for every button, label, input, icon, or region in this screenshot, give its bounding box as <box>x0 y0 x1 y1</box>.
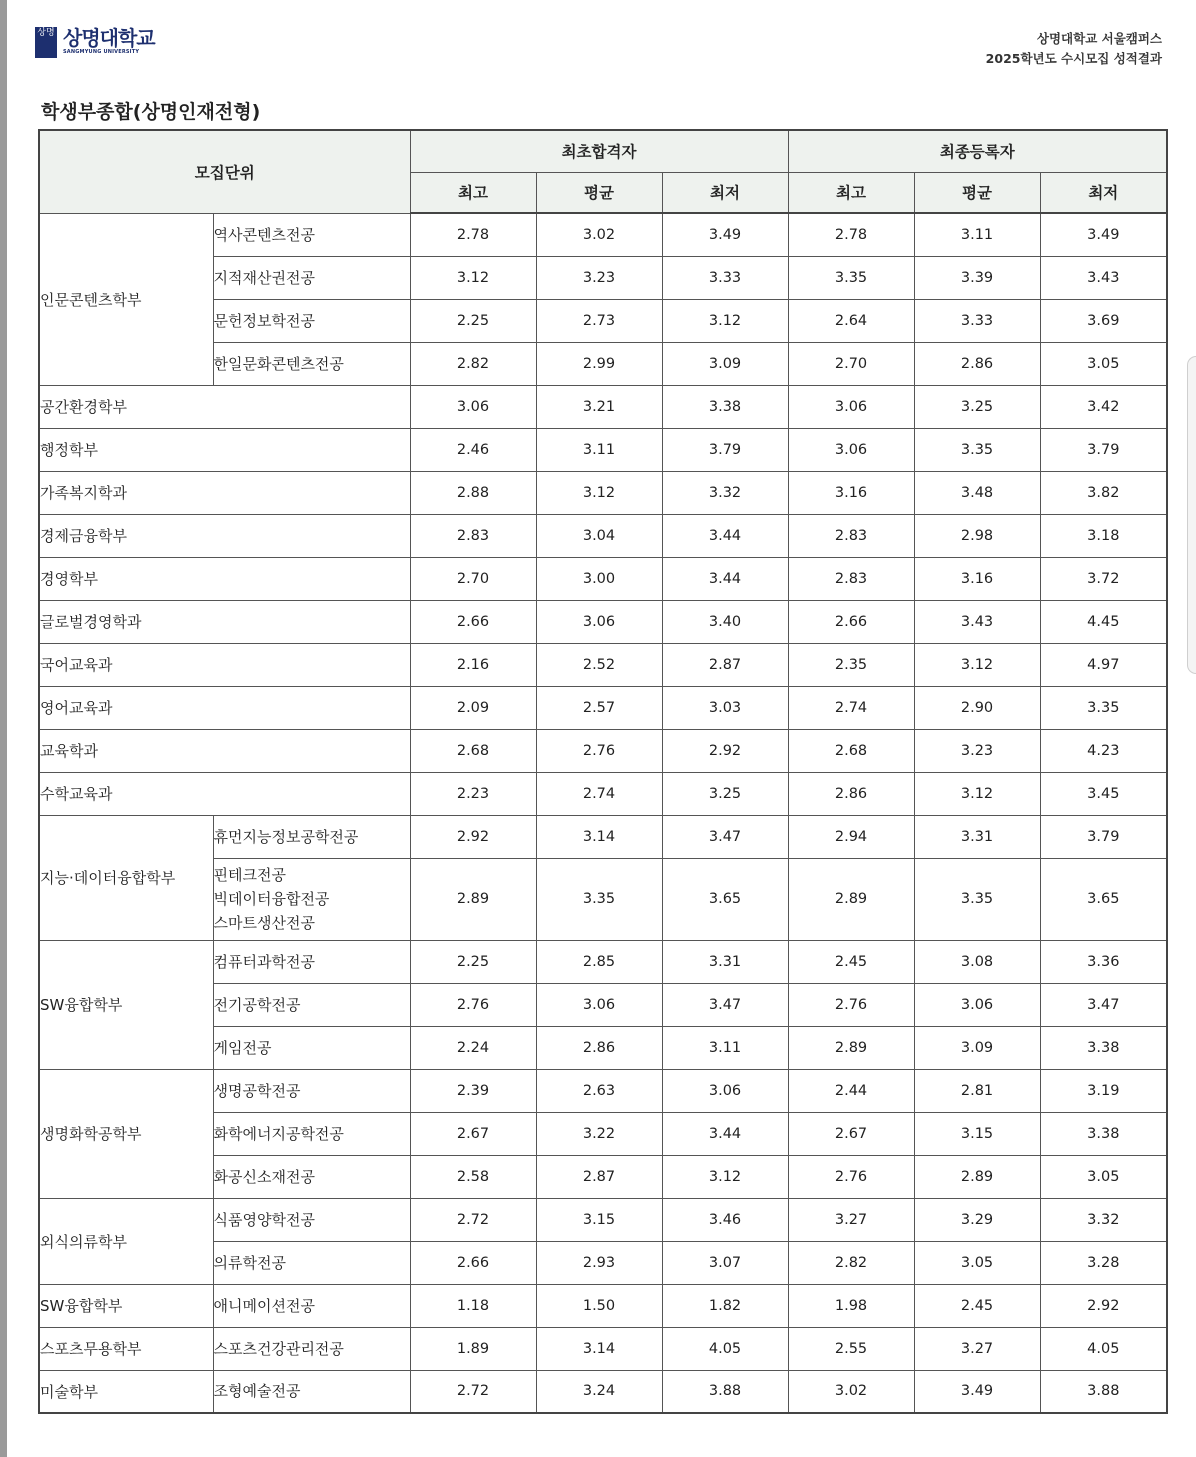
score-cell: 2.86 <box>536 1026 662 1069</box>
major-cell: 지적재산권전공 <box>213 256 410 299</box>
table-row <box>39 514 1167 557</box>
score-cell: 2.25 <box>410 940 536 983</box>
score-cell: 2.68 <box>410 729 536 772</box>
unit-cell: 국어교육과 <box>39 643 410 686</box>
table-row <box>39 385 1167 428</box>
score-cell: 3.65 <box>1040 858 1167 940</box>
score-cell: 2.92 <box>1040 1284 1167 1327</box>
unit-cell: 교육학과 <box>39 729 410 772</box>
score-cell: 3.05 <box>1040 342 1167 385</box>
score-cell: 3.03 <box>662 686 788 729</box>
score-cell: 2.86 <box>914 342 1040 385</box>
score-cell: 1.50 <box>536 1284 662 1327</box>
major-cell: 조형예술전공 <box>213 1370 410 1413</box>
table-body <box>39 213 1167 1413</box>
unit-cell: 행정학부 <box>39 428 410 471</box>
score-cell: 3.79 <box>1040 815 1167 858</box>
score-cell: 2.83 <box>788 557 914 600</box>
score-cell: 3.06 <box>536 600 662 643</box>
major-cell: 문헌정보학전공 <box>213 299 410 342</box>
score-cell: 2.73 <box>536 299 662 342</box>
score-cell: 3.15 <box>536 1198 662 1241</box>
subheader-final-avg: 평균 <box>914 172 1040 213</box>
table-row <box>39 600 1167 643</box>
score-cell: 2.93 <box>536 1241 662 1284</box>
score-cell: 2.87 <box>662 643 788 686</box>
score-cell: 3.12 <box>914 643 1040 686</box>
score-cell: 3.43 <box>1040 256 1167 299</box>
score-cell: 2.87 <box>536 1155 662 1198</box>
table-row <box>39 729 1167 772</box>
score-cell: 3.31 <box>914 815 1040 858</box>
score-cell: 4.45 <box>1040 600 1167 643</box>
score-cell: 3.35 <box>536 858 662 940</box>
score-cell: 2.76 <box>788 1155 914 1198</box>
score-cell: 2.57 <box>536 686 662 729</box>
score-cell: 3.12 <box>410 256 536 299</box>
major-line: 핀테크전공 <box>213 866 286 884</box>
score-cell: 2.83 <box>788 514 914 557</box>
score-cell: 2.67 <box>788 1112 914 1155</box>
unit-cell: 가족복지학과 <box>39 471 410 514</box>
score-cell: 2.78 <box>410 213 536 256</box>
viewer-left-edge <box>0 0 7 1457</box>
score-cell: 2.35 <box>788 643 914 686</box>
subheader-final-max: 최고 <box>788 172 914 213</box>
unit-cell: 인문콘텐츠학부 <box>39 213 213 385</box>
table-row <box>39 940 1167 983</box>
score-cell: 3.06 <box>914 983 1040 1026</box>
table-row <box>39 1198 1167 1241</box>
score-cell: 2.82 <box>410 342 536 385</box>
score-cell: 2.88 <box>410 471 536 514</box>
score-cell: 3.04 <box>536 514 662 557</box>
major-cell: 전기공학전공 <box>213 983 410 1026</box>
score-cell: 2.55 <box>788 1327 914 1370</box>
score-cell: 3.18 <box>1040 514 1167 557</box>
score-cell: 3.49 <box>914 1370 1040 1413</box>
score-cell: 2.67 <box>410 1112 536 1155</box>
score-cell: 3.12 <box>914 772 1040 815</box>
score-cell: 4.97 <box>1040 643 1167 686</box>
score-cell: 3.09 <box>914 1026 1040 1069</box>
table-row <box>39 815 1167 858</box>
score-cell: 3.46 <box>662 1198 788 1241</box>
score-cell: 3.44 <box>662 1112 788 1155</box>
score-cell: 2.76 <box>536 729 662 772</box>
score-cell: 3.16 <box>914 557 1040 600</box>
score-cell: 3.33 <box>914 299 1040 342</box>
score-cell: 3.33 <box>662 256 788 299</box>
table-row <box>39 772 1167 815</box>
score-cell: 2.85 <box>536 940 662 983</box>
score-cell: 4.05 <box>1040 1327 1167 1370</box>
score-cell: 2.74 <box>788 686 914 729</box>
major-cell <box>213 858 410 940</box>
score-cell: 3.05 <box>914 1241 1040 1284</box>
score-cell: 3.35 <box>914 858 1040 940</box>
unit-header: 모집단위 <box>39 130 410 213</box>
score-cell: 2.76 <box>410 983 536 1026</box>
score-cell: 3.32 <box>1040 1198 1167 1241</box>
subheader-first-min: 최저 <box>662 172 788 213</box>
major-cell: 한일문화콘텐츠전공 <box>213 342 410 385</box>
logo-subtitle: SANGMYUNG UNIVERSITY <box>63 49 140 55</box>
score-cell: 3.19 <box>1040 1069 1167 1112</box>
score-cell: 2.92 <box>662 729 788 772</box>
score-cell: 2.66 <box>788 600 914 643</box>
score-cell: 3.06 <box>662 1069 788 1112</box>
score-cell: 4.05 <box>662 1327 788 1370</box>
unit-cell: SW융합학부 <box>39 940 213 1069</box>
university-logo <box>35 27 155 58</box>
score-cell: 2.24 <box>410 1026 536 1069</box>
table-row <box>39 1284 1167 1327</box>
score-cell: 3.72 <box>1040 557 1167 600</box>
score-cell: 3.49 <box>662 213 788 256</box>
unit-cell: 미술학부 <box>39 1370 213 1413</box>
score-cell: 2.76 <box>788 983 914 1026</box>
major-cell: 식품영양학전공 <box>213 1198 410 1241</box>
score-cell: 3.32 <box>662 471 788 514</box>
score-cell: 3.09 <box>662 342 788 385</box>
score-cell: 2.99 <box>536 342 662 385</box>
score-cell: 3.11 <box>536 428 662 471</box>
score-cell: 3.15 <box>914 1112 1040 1155</box>
score-cell: 3.88 <box>1040 1370 1167 1413</box>
score-cell: 3.22 <box>536 1112 662 1155</box>
score-cell: 3.00 <box>536 557 662 600</box>
score-cell: 3.43 <box>914 600 1040 643</box>
table-row <box>39 213 1167 256</box>
score-cell: 3.38 <box>662 385 788 428</box>
table-row <box>39 471 1167 514</box>
score-cell: 4.23 <box>1040 729 1167 772</box>
score-cell: 2.39 <box>410 1069 536 1112</box>
score-cell: 3.06 <box>788 385 914 428</box>
score-cell: 3.29 <box>914 1198 1040 1241</box>
score-cell: 2.83 <box>410 514 536 557</box>
major-cell: 역사콘텐츠전공 <box>213 213 410 256</box>
group-header-first: 최초합격자 <box>410 130 788 172</box>
score-cell: 3.14 <box>536 1327 662 1370</box>
unit-cell: 지능·데이터융합학부 <box>39 815 213 940</box>
unit-cell: 스포츠무용학부 <box>39 1327 213 1370</box>
campus-label: 상명대학교 서울캠퍼스 <box>1036 31 1162 46</box>
report-title: 2025학년도 수시모집 성적결과 <box>985 51 1162 66</box>
score-cell: 3.38 <box>1040 1112 1167 1155</box>
score-cell: 2.86 <box>788 772 914 815</box>
score-cell: 3.12 <box>662 1155 788 1198</box>
subheader-first-max: 최고 <box>410 172 536 213</box>
score-cell: 3.42 <box>1040 385 1167 428</box>
subheader-final-min: 최저 <box>1040 172 1167 213</box>
score-cell: 2.09 <box>410 686 536 729</box>
score-cell: 3.40 <box>662 600 788 643</box>
score-cell: 2.98 <box>914 514 1040 557</box>
score-cell: 2.68 <box>788 729 914 772</box>
score-cell: 3.06 <box>788 428 914 471</box>
score-cell: 3.07 <box>662 1241 788 1284</box>
score-cell: 3.44 <box>662 557 788 600</box>
score-cell: 3.05 <box>1040 1155 1167 1198</box>
unit-cell: 외식의류학부 <box>39 1198 213 1284</box>
score-cell: 3.25 <box>662 772 788 815</box>
score-cell: 3.14 <box>536 815 662 858</box>
table-row <box>39 1327 1167 1370</box>
score-cell: 2.45 <box>788 940 914 983</box>
scroll-handle[interactable] <box>1187 356 1196 674</box>
score-cell: 2.44 <box>788 1069 914 1112</box>
score-cell: 2.25 <box>410 299 536 342</box>
unit-cell: SW융합학부 <box>39 1284 213 1327</box>
score-cell: 3.38 <box>1040 1026 1167 1069</box>
score-cell: 3.39 <box>914 256 1040 299</box>
group-header-final: 최종등록자 <box>788 130 1167 172</box>
unit-cell: 수학교육과 <box>39 772 410 815</box>
score-cell: 2.89 <box>788 858 914 940</box>
score-cell: 1.89 <box>410 1327 536 1370</box>
score-cell: 3.02 <box>536 213 662 256</box>
unit-cell: 글로벌경영학과 <box>39 600 410 643</box>
major-cell: 컴퓨터과학전공 <box>213 940 410 983</box>
document-header <box>986 29 1162 69</box>
score-cell: 3.44 <box>662 514 788 557</box>
score-cell: 2.82 <box>788 1241 914 1284</box>
logo-emblem-icon: 상명 <box>35 27 57 58</box>
table-row <box>39 557 1167 600</box>
score-cell: 3.24 <box>536 1370 662 1413</box>
subheader-first-avg: 평균 <box>536 172 662 213</box>
score-cell: 2.63 <box>536 1069 662 1112</box>
major-cell: 생명공학전공 <box>213 1069 410 1112</box>
score-cell: 2.66 <box>410 1241 536 1284</box>
score-cell: 2.89 <box>410 858 536 940</box>
unit-cell: 경제금융학부 <box>39 514 410 557</box>
score-cell: 1.98 <box>788 1284 914 1327</box>
score-cell: 3.23 <box>914 729 1040 772</box>
score-cell: 3.27 <box>914 1327 1040 1370</box>
score-cell: 3.08 <box>914 940 1040 983</box>
table-row <box>39 428 1167 471</box>
score-cell: 3.12 <box>662 299 788 342</box>
unit-cell: 생명화학공학부 <box>39 1069 213 1198</box>
score-cell: 3.65 <box>662 858 788 940</box>
score-cell: 3.47 <box>662 983 788 1026</box>
score-cell: 2.90 <box>914 686 1040 729</box>
major-cell: 화공신소재전공 <box>213 1155 410 1198</box>
score-cell: 3.11 <box>914 213 1040 256</box>
score-cell: 3.47 <box>662 815 788 858</box>
score-cell: 3.82 <box>1040 471 1167 514</box>
score-cell: 2.23 <box>410 772 536 815</box>
score-cell: 3.06 <box>410 385 536 428</box>
score-cell: 2.46 <box>410 428 536 471</box>
major-cell: 애니메이션전공 <box>213 1284 410 1327</box>
score-cell: 2.45 <box>914 1284 1040 1327</box>
score-cell: 3.28 <box>1040 1241 1167 1284</box>
major-cell: 의류학전공 <box>213 1241 410 1284</box>
major-cell: 화학에너지공학전공 <box>213 1112 410 1155</box>
score-cell: 3.49 <box>1040 213 1167 256</box>
score-cell: 2.58 <box>410 1155 536 1198</box>
table-row <box>39 643 1167 686</box>
logo-name: 상명대학교 <box>63 26 155 50</box>
score-cell: 2.94 <box>788 815 914 858</box>
score-cell: 2.72 <box>410 1198 536 1241</box>
score-cell: 3.25 <box>914 385 1040 428</box>
score-cell: 3.02 <box>788 1370 914 1413</box>
score-cell: 3.69 <box>1040 299 1167 342</box>
major-cell: 게임전공 <box>213 1026 410 1069</box>
score-cell: 2.92 <box>410 815 536 858</box>
score-cell: 2.70 <box>410 557 536 600</box>
score-cell: 2.89 <box>914 1155 1040 1198</box>
score-cell: 3.31 <box>662 940 788 983</box>
score-cell: 3.06 <box>536 983 662 1026</box>
score-cell: 2.78 <box>788 213 914 256</box>
score-cell: 3.27 <box>788 1198 914 1241</box>
score-cell: 3.35 <box>1040 686 1167 729</box>
score-cell: 3.45 <box>1040 772 1167 815</box>
score-cell: 3.11 <box>662 1026 788 1069</box>
table-row <box>39 1370 1167 1413</box>
table-row <box>39 1069 1167 1112</box>
score-cell: 3.88 <box>662 1370 788 1413</box>
score-cell: 2.52 <box>536 643 662 686</box>
major-cell: 스포츠건강관리전공 <box>213 1327 410 1370</box>
unit-cell: 공간환경학부 <box>39 385 410 428</box>
score-cell: 2.66 <box>410 600 536 643</box>
score-cell: 3.21 <box>536 385 662 428</box>
score-cell: 2.81 <box>914 1069 1040 1112</box>
score-cell: 2.70 <box>788 342 914 385</box>
section-title: 학생부종합(상명인재전형) <box>41 101 261 123</box>
table-row <box>39 686 1167 729</box>
score-cell: 3.35 <box>914 428 1040 471</box>
results-table <box>38 129 1168 1414</box>
score-cell: 3.79 <box>1040 428 1167 471</box>
score-cell: 2.16 <box>410 643 536 686</box>
unit-cell: 영어교육과 <box>39 686 410 729</box>
score-cell: 2.74 <box>536 772 662 815</box>
score-cell: 3.47 <box>1040 983 1167 1026</box>
major-line: 스마트생산전공 <box>213 914 315 932</box>
major-line: 빅데이터융합전공 <box>213 890 330 908</box>
score-cell: 2.72 <box>410 1370 536 1413</box>
score-cell: 3.35 <box>788 256 914 299</box>
score-cell: 3.16 <box>788 471 914 514</box>
score-cell: 2.89 <box>788 1026 914 1069</box>
score-cell: 1.18 <box>410 1284 536 1327</box>
score-cell: 3.36 <box>1040 940 1167 983</box>
score-cell: 2.64 <box>788 299 914 342</box>
score-cell: 1.82 <box>662 1284 788 1327</box>
unit-cell: 경영학부 <box>39 557 410 600</box>
score-cell: 3.79 <box>662 428 788 471</box>
score-cell: 3.23 <box>536 256 662 299</box>
score-cell: 3.48 <box>914 471 1040 514</box>
score-cell: 3.12 <box>536 471 662 514</box>
major-cell: 휴먼지능정보공학전공 <box>213 815 410 858</box>
